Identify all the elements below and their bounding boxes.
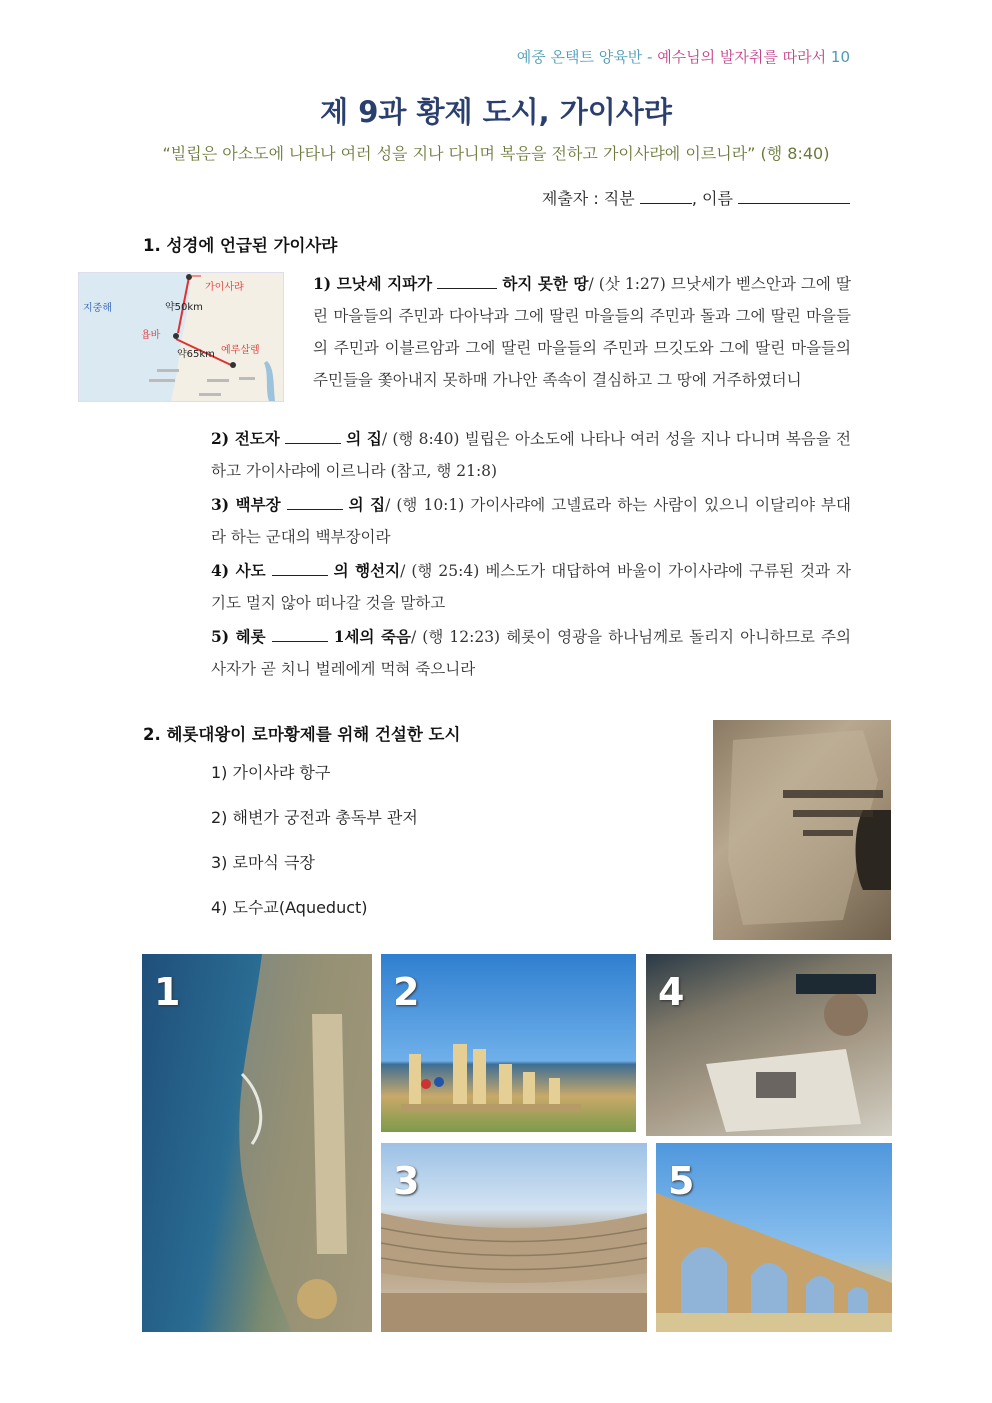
map-label-jerusalem: 예루살렘 bbox=[221, 345, 260, 356]
photo-mosaic-floor bbox=[646, 954, 892, 1136]
section2-item-2: 2) 해변가 궁전과 총독부 관저 bbox=[211, 808, 418, 827]
theater-illustration bbox=[381, 1143, 647, 1332]
map-label-joppa: 욥바 bbox=[141, 330, 161, 341]
photo-number-5: 5 bbox=[668, 1159, 695, 1203]
item-4-head-post: 의 행선지 bbox=[333, 561, 401, 580]
item-4 bbox=[211, 555, 851, 619]
item-4-ref: / (행 25:4) bbox=[400, 562, 480, 580]
item-3-text: 가이사랴에 고넬료라 하는 사람이 있으니 이달리야 부대라 하는 군대의 백부장이라 bbox=[211, 496, 851, 546]
photo-number-1: 1 bbox=[154, 970, 181, 1014]
section2-heading: 2. 헤롯대왕이 로마황제를 위해 건설한 도시 bbox=[143, 725, 461, 744]
submitter-line bbox=[542, 186, 850, 209]
photo-number-3: 3 bbox=[393, 1159, 420, 1203]
item-4-blank[interactable] bbox=[272, 561, 328, 576]
map-image bbox=[78, 272, 284, 402]
item-5-head: 5) 헤롯 bbox=[211, 627, 266, 646]
section2-item-1: 1) 가이사랴 항구 bbox=[211, 763, 331, 782]
map-label-caesarea: 가이사랴 bbox=[205, 282, 244, 293]
item-2-ref: / (행 8:40) bbox=[381, 430, 460, 448]
section1-heading: 1. 성경에 언급된 가이사랴 bbox=[143, 236, 338, 255]
map-illustration bbox=[79, 273, 283, 401]
name-blank[interactable] bbox=[738, 189, 850, 204]
photo-theater bbox=[381, 1143, 647, 1332]
lesson-title: 제 9과 황제 도시, 가이사랴 bbox=[320, 95, 672, 129]
item-2-head: 2) 전도자 bbox=[211, 429, 280, 448]
item-3-head: 3) 백부장 bbox=[211, 495, 281, 514]
item-4-text: 베스도가 대답하여 바울이 가이사랴에 구류된 것과 자기도 멀지 않아 떠나갈 것을 말하고 bbox=[211, 562, 851, 612]
item-1-head: 1) 므낫세 지파가 bbox=[313, 274, 433, 293]
item-1 bbox=[313, 268, 851, 396]
name-label: , 이름 bbox=[691, 189, 733, 208]
page-number: 10 bbox=[830, 48, 850, 66]
page-header bbox=[517, 46, 850, 67]
item-5-head-post: 1세의 죽음 bbox=[333, 627, 411, 646]
map-label-50km: 약50km bbox=[165, 302, 203, 313]
photo-palace-columns bbox=[381, 954, 636, 1132]
item-1-head-post: 하지 못한 땅 bbox=[502, 274, 589, 293]
item-5-blank[interactable] bbox=[272, 627, 328, 642]
header-prefix: 예중 온택트 양육반 - bbox=[516, 48, 658, 66]
item-2-text: 빌립은 아소도에 나타나 여러 성을 지나 다니며 복음을 전하고 가이사랴에 이르니라 (참고, 행 21:8) bbox=[211, 430, 852, 480]
item-1-text: 므낫세가 벧스안과 그에 딸린 마을들의 주민과 다아낙과 그에 딸린 마을들의 주민과 돌과 그에 딸린 마을들의 주민과 이블르암과 그에 딸린 마을들의 주민과 므깃도와 그에 딸린 마을들의 주민들을 쫓아내지 못하매 가나안 족속이 결심하고 그 땅에 거주하였더니 bbox=[313, 275, 851, 389]
item-5-text: 헤롯이 영광을 하나님께로 돌리지 아니하므로 주의 사자가 곧 치니 벌레에게 먹혀 죽으니라 bbox=[211, 628, 851, 678]
map-label-65km: 약65km bbox=[177, 349, 215, 360]
map-label-med: 지중해 bbox=[83, 303, 112, 314]
photo-harbor-aerial bbox=[142, 954, 372, 1332]
section2-item-3: 3) 로마식 극장 bbox=[211, 853, 315, 872]
header-title: 예수님의 발자취를 따라서 bbox=[657, 48, 827, 66]
item-2 bbox=[211, 423, 851, 487]
section2-item-4: 4) 도수교(Aqueduct) bbox=[211, 898, 368, 917]
item-5-ref: / (행 12:23) bbox=[411, 628, 501, 646]
stone-inscription-illustration bbox=[713, 720, 891, 940]
item-3-ref: / (행 10:1) bbox=[385, 496, 465, 514]
photo-number-2: 2 bbox=[393, 970, 420, 1014]
pilate-stone-photo bbox=[713, 720, 891, 940]
photo-number-4: 4 bbox=[658, 970, 685, 1014]
item-2-blank[interactable] bbox=[285, 429, 341, 444]
item-5 bbox=[211, 621, 851, 685]
item-4-head: 4) 사도 bbox=[211, 561, 266, 580]
item-1-blank[interactable] bbox=[437, 274, 497, 289]
item-3-blank[interactable] bbox=[287, 495, 343, 510]
submitter-label: 제출자 : 직분 bbox=[541, 189, 635, 208]
position-blank[interactable] bbox=[640, 189, 692, 204]
item-2-head-post: 의 집 bbox=[346, 429, 382, 448]
item-1-ref: / (삿 1:27) bbox=[588, 275, 666, 293]
item-3-head-post: 의 집 bbox=[348, 495, 386, 514]
photo-aqueduct bbox=[656, 1143, 892, 1332]
item-3 bbox=[211, 489, 851, 553]
lesson-verse: “빌립은 아소도에 나타나 여러 성을 지나 다니며 복음을 전하고 가이사랴에 이르니라” (행 8:40) bbox=[162, 144, 830, 163]
